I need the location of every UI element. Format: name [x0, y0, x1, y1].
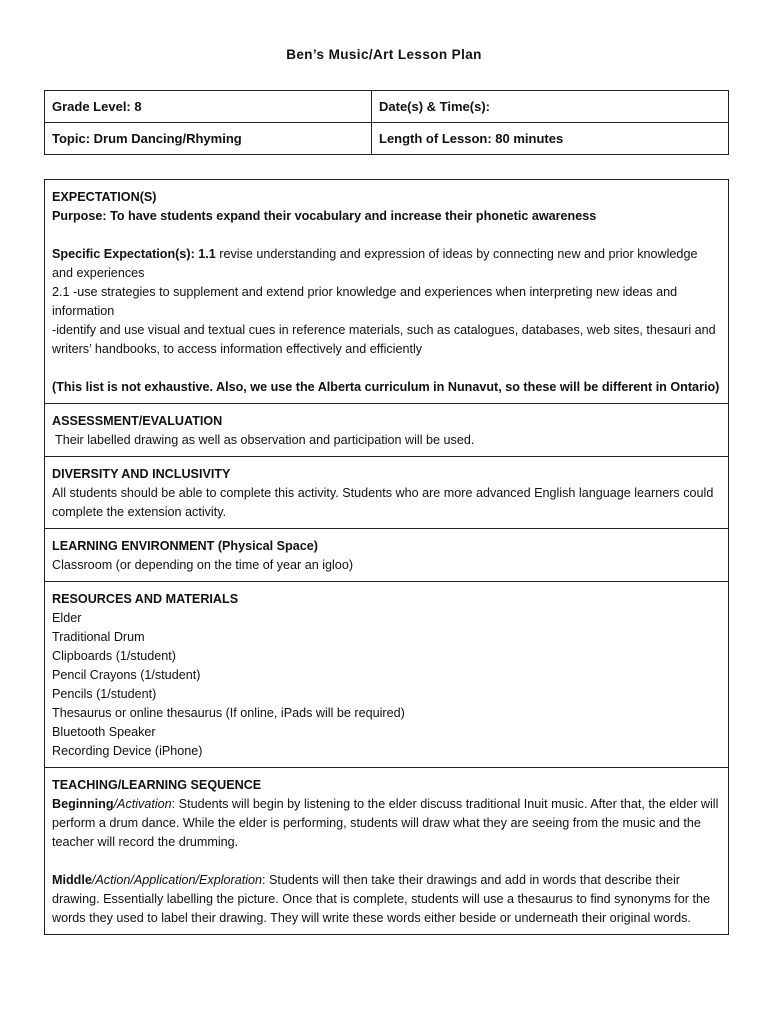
- expectations-note: (This list is not exhaustive. Also, we use the Alberta curriculum in Nunavut, so these will be different in Ontario): [52, 380, 720, 394]
- list-item: Bluetooth Speaker: [52, 725, 156, 739]
- beginning-text: : Students will begin by listening to the elder discuss traditional Inuit music. After that, the elder will perform a drum dance. While the elder is performing, students will draw what they are seeing from the music and the teacher will record the drumming.: [52, 797, 719, 849]
- assessment-heading: ASSESSMENT/EVALUATION: [52, 414, 223, 428]
- lesson-plan-table: [44, 179, 729, 935]
- resources-section: [45, 581, 728, 767]
- assessment-text: Their labelled drawing as well as observation and participation will be used.: [55, 433, 475, 447]
- expectations-heading: EXPECTATION(S): [52, 190, 157, 204]
- list-item: Traditional Drum: [52, 630, 145, 644]
- grade-level-cell: Grade Level: 8: [45, 91, 372, 123]
- list-item: Recording Device (iPhone): [52, 744, 203, 758]
- middle-text: : Students will then take their drawings and add in words that describe their drawing. Essentially labelling the picture. Once that is complete, students will use a thesaurus to find synonyms for the words they used to label their drawing. They will write these words either beside or underneath their original words.: [52, 873, 711, 925]
- list-item: Pencil Crayons (1/student): [52, 668, 201, 682]
- list-item: Clipboards (1/student): [52, 649, 176, 663]
- list-item: Elder: [52, 611, 82, 625]
- expectation-identify: -identify and use visual and textual cues in reference materials, such as catalogues, databases, web sites, thesauri and writers’ handbooks, to access information effectively and efficiently: [52, 323, 716, 356]
- resources-list: [52, 609, 721, 761]
- sequence-beginning: [52, 795, 721, 852]
- beginning-label: Beginning: [52, 797, 114, 811]
- specific-expectations-text: revise understanding and expression of ideas by connecting new and prior knowledge and experiences: [52, 247, 698, 280]
- length-cell: Length of Lesson: 80 minutes: [372, 123, 729, 155]
- diversity-text: All students should be able to complete this activity. Students who are more advanced English language learners could complete the extension activity.: [52, 486, 714, 519]
- assessment-section: [45, 403, 728, 456]
- environment-heading: LEARNING ENVIRONMENT (Physical Space): [52, 539, 318, 553]
- table-row: [45, 123, 729, 155]
- dates-times-cell: Date(s) & Time(s):: [372, 91, 729, 123]
- lesson-header-table: [44, 90, 729, 155]
- sequence-heading: TEACHING/LEARNING SEQUENCE: [52, 778, 262, 792]
- environment-text: Classroom (or depending on the time of year an igloo): [52, 558, 354, 572]
- sequence-middle: [52, 871, 721, 928]
- page-title: Ben’s Music/Art Lesson Plan: [286, 47, 482, 62]
- topic-cell: Topic: Drum Dancing/Rhyming: [45, 123, 372, 155]
- expectations-section: [45, 180, 728, 403]
- environment-section: [45, 528, 728, 581]
- beginning-italic: /Activation: [113, 797, 172, 811]
- sequence-section: [45, 767, 728, 934]
- list-item: Pencils (1/student): [52, 687, 157, 701]
- table-row: [45, 91, 729, 123]
- middle-label: Middle: [52, 873, 92, 887]
- diversity-section: [45, 456, 728, 528]
- specific-expectations: [52, 245, 721, 283]
- purpose-text: Purpose: To have students expand their vocabulary and increase their phonetic awareness: [52, 209, 597, 223]
- resources-heading: RESOURCES AND MATERIALS: [52, 592, 239, 606]
- list-item: Thesaurus or online thesaurus (If online, iPads will be required): [52, 706, 405, 720]
- diversity-heading: DIVERSITY AND INCLUSIVITY: [52, 467, 231, 481]
- specific-expectations-label: Specific Expectation(s): 1.1: [52, 247, 216, 261]
- middle-italic: /Action/Application/Exploration: [91, 873, 263, 887]
- expectation-2-1: 2.1 -use strategies to supplement and extend prior knowledge and experiences when interpreting new ideas and information: [52, 285, 678, 318]
